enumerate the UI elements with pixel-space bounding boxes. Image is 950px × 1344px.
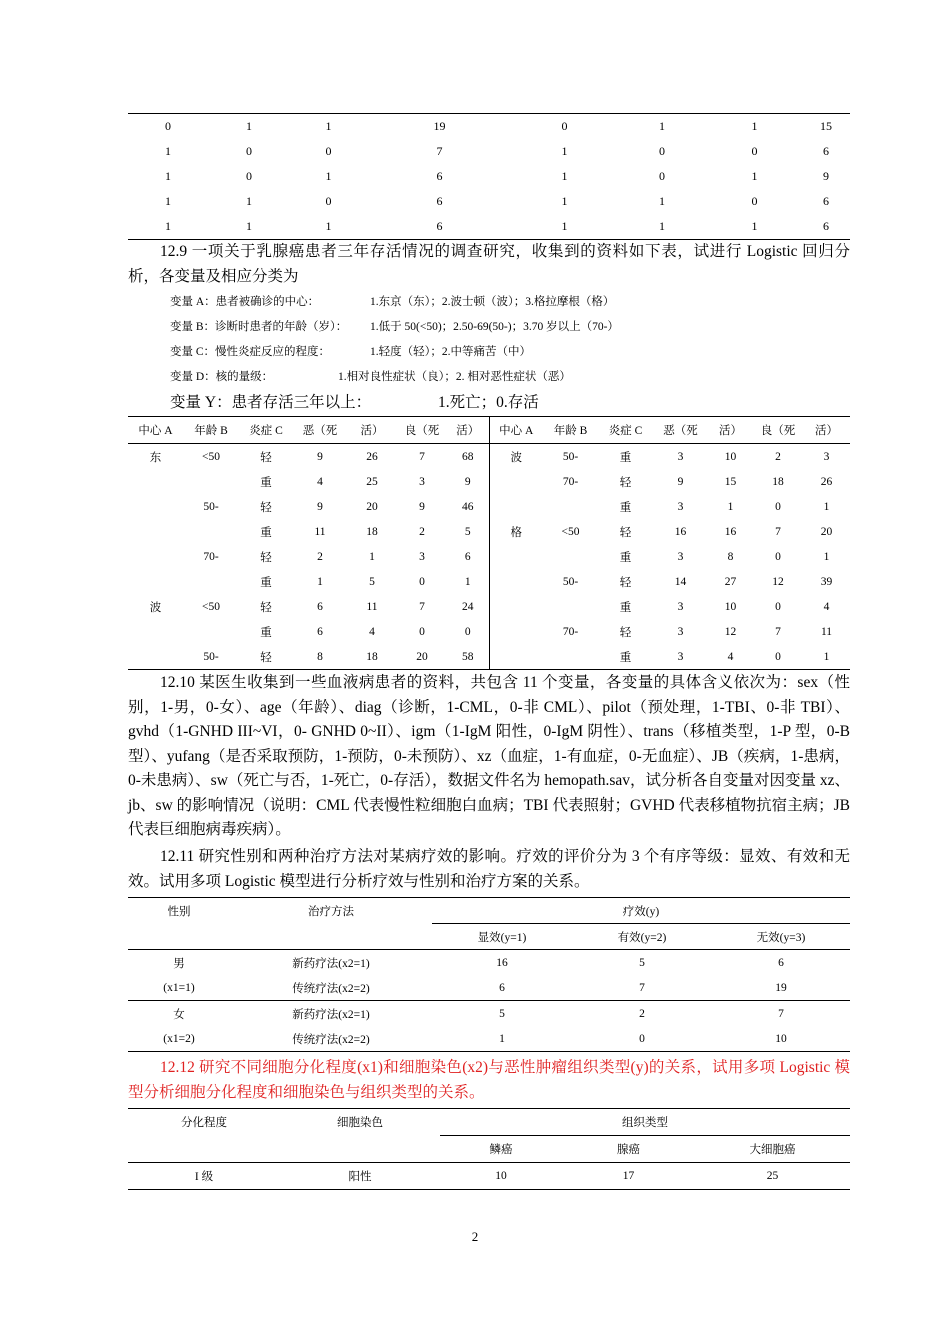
table-cell [489,594,543,619]
table-cell: 轻 [260,601,272,614]
table-header-cell: 恶（死 [653,417,708,444]
table-cell: 16 [724,525,737,538]
variable-y [170,390,539,415]
table-row [128,569,850,594]
table-cell: 1 [659,194,665,208]
table-cell: 0 [419,575,425,588]
table-cell: 2 [775,450,781,463]
table-cell: 0 [639,1032,645,1045]
table-cell: 轻 [619,626,632,639]
table-cell: 4 [727,650,734,663]
table-row [128,469,850,494]
table-cell: 4 [823,600,830,613]
variable-d-values: 1.相对良性症状（良）；2. 相对恶性症状（恶） [338,371,571,383]
efficacy-table [128,897,850,1052]
table-cell: 46 [462,500,474,513]
table-cell: 6 [317,625,323,638]
table-header-cell: 良（死 [397,417,447,444]
table-cell: 1 [823,550,830,563]
table-cell: 6 [464,550,471,563]
variable-d [170,365,571,390]
table-cell: 1 [561,169,568,183]
table-cell: 9 [464,475,471,488]
table-header-cell: 炎症 C [239,417,293,444]
table-row [128,114,850,140]
table-cell: 6 [317,600,323,613]
table-cell: 轻 [619,476,632,489]
table-row [128,494,850,519]
variable-b [170,315,619,340]
table-cell: I 级 [194,1171,214,1183]
table-cell: 1 [246,219,252,233]
table-cell: 0 [325,144,332,158]
header-differentiation: 分化程度 [181,1117,227,1130]
table-cell: 50- [203,650,219,663]
table-cell: 7 [572,975,712,1001]
table-row [128,544,850,569]
table-cell: 3 [677,650,684,663]
table-cell: 70- [562,625,579,638]
table-cell: <50 [202,600,220,613]
table-cell: 1 [659,219,665,233]
table-cell: 0 [751,194,758,208]
table-header-cell: 恶（死 [293,417,347,444]
table-cell: 11 [314,525,326,538]
table-cell: 1 [727,500,734,513]
table-cell: 50- [203,500,219,513]
table-cell: 3 [677,625,684,638]
table-cell: 7 [775,625,781,638]
table-header-cell: 活） [447,417,489,444]
table-cell: 19 [433,119,446,133]
table-header-cell: 年龄 B [183,417,239,444]
table-header-cell: 年龄 B [543,417,598,444]
table-cell: 39 [820,575,833,588]
table-cell: 2 [639,1007,645,1020]
header-tissue-type: 组织类型 [622,1117,668,1129]
table-cell: 1 [165,169,171,183]
variable-b-values: 1.低于 50(<50)；2.50-69(50-)；3.70 岁以上（70-） [370,321,619,333]
header-effect-1: 显效(y=1) [432,924,572,950]
table-cell: 7 [778,1007,784,1020]
variable-d-label: 变量 D：核的量级： [170,371,274,383]
table-cell: 重 [619,601,632,614]
table-cell [543,644,598,670]
table-cell: 重 [619,651,632,664]
table-cell: 0 [246,169,252,183]
table-row [128,644,850,670]
table-cell: 10 [724,450,737,463]
table-cell: 0 [775,600,781,613]
table-cell: 男 [173,957,185,970]
table-cell: 重 [619,501,632,514]
table-cell [543,544,598,569]
table-cell: 26 [820,475,833,488]
table-cell: 1 [561,194,568,208]
table-cell: 3 [677,600,684,613]
table-header-cell: 中心 A [128,417,183,444]
table-cell: 格 [489,519,543,544]
table-cell: 18 [772,475,784,488]
table-cell: 1 [561,144,568,158]
table-cell: 重 [619,551,632,564]
table-cell: 10 [495,1170,507,1182]
table-cell [543,494,598,519]
variable-c-label: 变量 C：慢性炎症反应的程度： [170,346,331,358]
table-cell: <50 [561,525,580,538]
table-row [128,214,850,240]
table-cell: 3 [677,450,684,463]
table-cell: 50- [562,575,579,588]
header-adeno: 腺癌 [562,1136,695,1163]
table-cell: 6 [436,194,443,208]
table-cell [183,519,239,544]
table-cell: 11 [366,600,378,613]
variable-y-values: 1.死亡；0.存活 [438,394,539,411]
table-cell: 0 [751,144,758,158]
table-row [128,619,850,644]
table-cell [489,469,543,494]
table-cell: 7 [419,450,425,463]
table-cell: 20 [820,525,833,538]
table-cell: 0 [775,650,781,663]
table-cell: 7 [775,525,781,538]
table-cell: 东 [149,451,162,464]
table-cell: 17 [622,1170,635,1182]
table-cell: 12 [724,625,737,638]
table-cell: 7 [419,600,425,613]
table-row [128,164,850,189]
header-stain: 细胞染色 [337,1117,383,1130]
table-cell: 70- [562,475,579,488]
question-12-11: 12.11 研究性别和两种治疗方法对某病疗效的影响。疗效的评价分为 3 个有序等级：显效、有效和无效。试用多项 Logistic 模型进行分析疗效与性别和治疗方案的关系。 [128,848,850,890]
table-cell: 波 [149,601,162,614]
table-cell: 12 [772,575,784,588]
table-header-cell: 活） [347,417,397,444]
table-cell: 重 [260,526,272,539]
table-cell: 6 [432,975,572,1001]
table-cell: 重 [619,451,632,464]
table-cell [183,469,239,494]
table-cell: 9 [317,500,323,513]
table-cell: 1 [165,194,171,208]
table-cell: 1 [499,1032,505,1045]
table-cell: 新药疗法(x2=1) [292,1008,370,1021]
previous-data-table [128,113,850,240]
table-cell: 18 [366,525,378,538]
table-cell: 50- [562,450,579,463]
table-cell: 1 [369,550,375,563]
table-cell: 70- [203,550,219,563]
table-cell: 10 [724,600,737,613]
table-cell: 0 [775,500,781,513]
table-cell: 0 [419,625,425,638]
table-cell: 1 [561,219,568,233]
header-effect: 疗效(y) [622,905,660,918]
table-cell: 16 [496,956,508,969]
table-cell: 重 [260,576,272,589]
table-cell: 9 [823,169,829,183]
table-cell: 0 [464,625,471,638]
table-row [128,444,850,470]
table-cell: 轻 [619,526,632,539]
table-cell: 19 [712,975,850,1001]
table-cell [128,494,183,519]
table-cell [543,594,598,619]
page-number: 2 [471,1229,479,1244]
variable-y-label: 变量 Y：患者存活三年以上： [170,394,372,411]
table-cell: 0 [246,144,252,158]
table-row [128,594,850,619]
variable-a-values: 1.东京（东）；2.波士顿（波）；3.格拉摩根（格） [370,296,615,308]
tissue-type-table [128,1108,850,1190]
table-cell: 1 [317,575,323,588]
table-cell: 9 [317,450,323,463]
question-12-10: 12.10 某医生收集到一些血液病患者的资料，共包含 11 个变量，各变量的具体含义依次为：sex（性别，1-男，0-女）、age（年龄）、diag（诊断，1-CML，0-非 CML）、pilot（预处理，1-TBI、0-非 TBI）、gvhd（1-GNHD III~VI，0- GNHD 0~II）、igm（1-IgM 阳性，0-IgM 阴性）、trans（移植类型，1-P 型，0-B 型）、yufang（是否采取预防，1-预防，0-未预防）、xz（血症，1-有血症，0-无血症）、JB（疾病，1-患病，0-未患病）、sw（死亡与否，1-死亡，0-存活），数据文件名为 hemopath.sav，试分析各自变量对因变量 xz、jb、sw 的影响情况（说明：CML 代表慢性粒细胞白血病；TBI 代表照射；GVHD 代表移植物抗宿主病；JB 代表巨细胞病毒疾病）。 [128,674,851,838]
table-cell: 重 [260,626,272,639]
question-12-9: 12.9 一项关于乳腺癌患者三年存活情况的调查研究，收集到的资料如下表，试进行 Logistic 回归分析，各变量及相应分类为 [128,243,850,285]
variable-a-label: 变量 A：患者被确诊的中心： [170,296,320,308]
table-cell: 1 [165,144,171,158]
table-cell: 0 [775,550,781,563]
table-header-cell: 活） [708,417,753,444]
table-cell: 波 [489,444,543,470]
table-cell: 25 [766,1170,779,1182]
table-cell: 女 [173,1008,185,1021]
table-cell [489,569,543,594]
table-cell: 1 [325,119,332,133]
table-cell: 轻 [260,451,272,464]
table-cell: 18 [366,650,378,663]
table-cell: 传统疗法(x2=2) [292,1033,370,1046]
table-cell: 8 [317,650,323,663]
table-cell: 轻 [260,551,272,564]
table-cell: 2 [317,550,323,563]
table-header-cell: 中心 A [489,417,543,444]
table-cell: 5 [369,575,375,588]
variable-c [170,340,531,365]
table-cell: 25 [366,475,378,488]
table-cell: 1 [464,575,471,588]
table-row [128,950,850,976]
header-large-cell: 大细胞癌 [695,1136,850,1163]
table-cell: 68 [462,450,474,463]
table-cell: 6 [436,169,443,183]
table-header-cell: 活） [803,417,850,444]
table-cell: 3 [419,550,425,563]
table-header-cell: 良（死 [753,417,803,444]
table-cell: 6 [823,219,829,233]
table-cell: 6 [436,219,443,233]
table-cell: 4 [317,475,323,488]
table-row [128,139,850,164]
header-sex: 性别 [167,905,191,918]
table-cell: 7 [436,144,443,158]
table-cell: 重 [260,476,272,489]
table-cell: 14 [674,575,687,588]
table-cell: 1 [246,119,252,133]
table-cell: 15 [724,475,737,488]
table-cell: (x1=1) [128,975,230,1001]
table-cell: 5 [464,525,471,538]
table-cell: 1 [659,119,665,133]
table-cell [183,619,239,644]
table-cell: 9 [677,475,684,488]
table-cell: 1 [823,650,830,663]
table-cell: 0 [659,144,665,158]
table-cell: 传统疗法(x2=2) [230,975,432,1001]
table-cell: 8 [727,550,734,563]
table-cell: 1 [246,194,252,208]
table-cell: 27 [724,575,737,588]
variable-a [170,290,615,315]
table-cell [128,519,183,544]
table-row [128,1001,850,1027]
table-cell [489,644,543,670]
table-cell: 3 [419,475,425,488]
table-cell: 1 [751,219,758,233]
table-cell: 5 [639,956,645,969]
table-cell [489,619,543,644]
table-cell: 1 [165,219,171,233]
table-cell: 3 [823,450,830,463]
table-cell: 轻 [619,576,632,589]
header-effect-3: 无效(y=3) [712,924,850,950]
table-cell: 15 [820,119,832,133]
table-cell: 1 [823,500,830,513]
table-cell: 阳性 [348,1171,372,1183]
question-12-12: 12.12 研究不同细胞分化程度(x1)和细胞染色(x2)与恶性肿瘤组织类型(y)的关系，试用多项 Logistic 模型分析细胞分化程度和细胞染色与组织类型的关系。 [128,1059,850,1101]
table-cell: 20 [416,650,428,663]
table-cell: 4 [369,625,375,638]
table-row [128,1163,850,1190]
table-cell: 0 [325,194,332,208]
table-cell: 16 [674,525,687,538]
table-cell: 2 [419,525,425,538]
table-cell [128,569,183,594]
table-cell: 10 [775,1032,787,1045]
table-cell: <50 [202,450,220,463]
header-squamous: 鳞癌 [440,1136,562,1163]
table-cell: 0 [165,119,171,133]
table-cell: 新药疗法(x2=1) [292,957,370,970]
table-cell: 3 [677,550,684,563]
table-cell [183,569,239,594]
table-cell: 3 [677,500,684,513]
table-cell [128,644,183,670]
table-cell: 9 [419,500,425,513]
table-cell: 20 [366,500,378,513]
breast-cancer-table [128,416,850,670]
table-header-row [128,417,850,444]
table-header-cell: 炎症 C [598,417,653,444]
table-cell [489,494,543,519]
table-row [128,1026,850,1052]
table-cell: 6 [778,956,784,969]
table-cell: 6 [823,144,829,158]
table-cell: (x1=2) [163,1032,195,1045]
table-cell: 1 [325,219,332,233]
table-cell: 24 [462,600,474,613]
table-row [128,975,850,1001]
variable-b-label: 变量 B：诊断时患者的年龄（岁）： [170,321,348,333]
table-cell: 1 [751,119,758,133]
table-cell [128,619,183,644]
table-cell: 轻 [260,651,272,664]
table-row [128,519,850,544]
table-cell: 11 [820,625,833,638]
table-cell [128,469,183,494]
table-cell: 0 [561,119,568,133]
table-cell: 轻 [260,501,272,514]
table-cell: 0 [659,169,665,183]
table-cell: 5 [499,1007,505,1020]
header-effect-2: 有效(y=2) [572,924,712,950]
table-cell [128,544,183,569]
variable-c-values: 1.轻度（轻）；2.中等痛苦（中） [370,346,531,358]
table-cell: 1 [751,169,758,183]
table-cell [489,544,543,569]
header-method: 治疗方法 [308,905,354,918]
table-cell: 1 [325,169,332,183]
table-cell: 6 [823,194,829,208]
table-row [128,189,850,214]
table-cell: 26 [366,450,378,463]
table-cell: 58 [462,650,474,663]
